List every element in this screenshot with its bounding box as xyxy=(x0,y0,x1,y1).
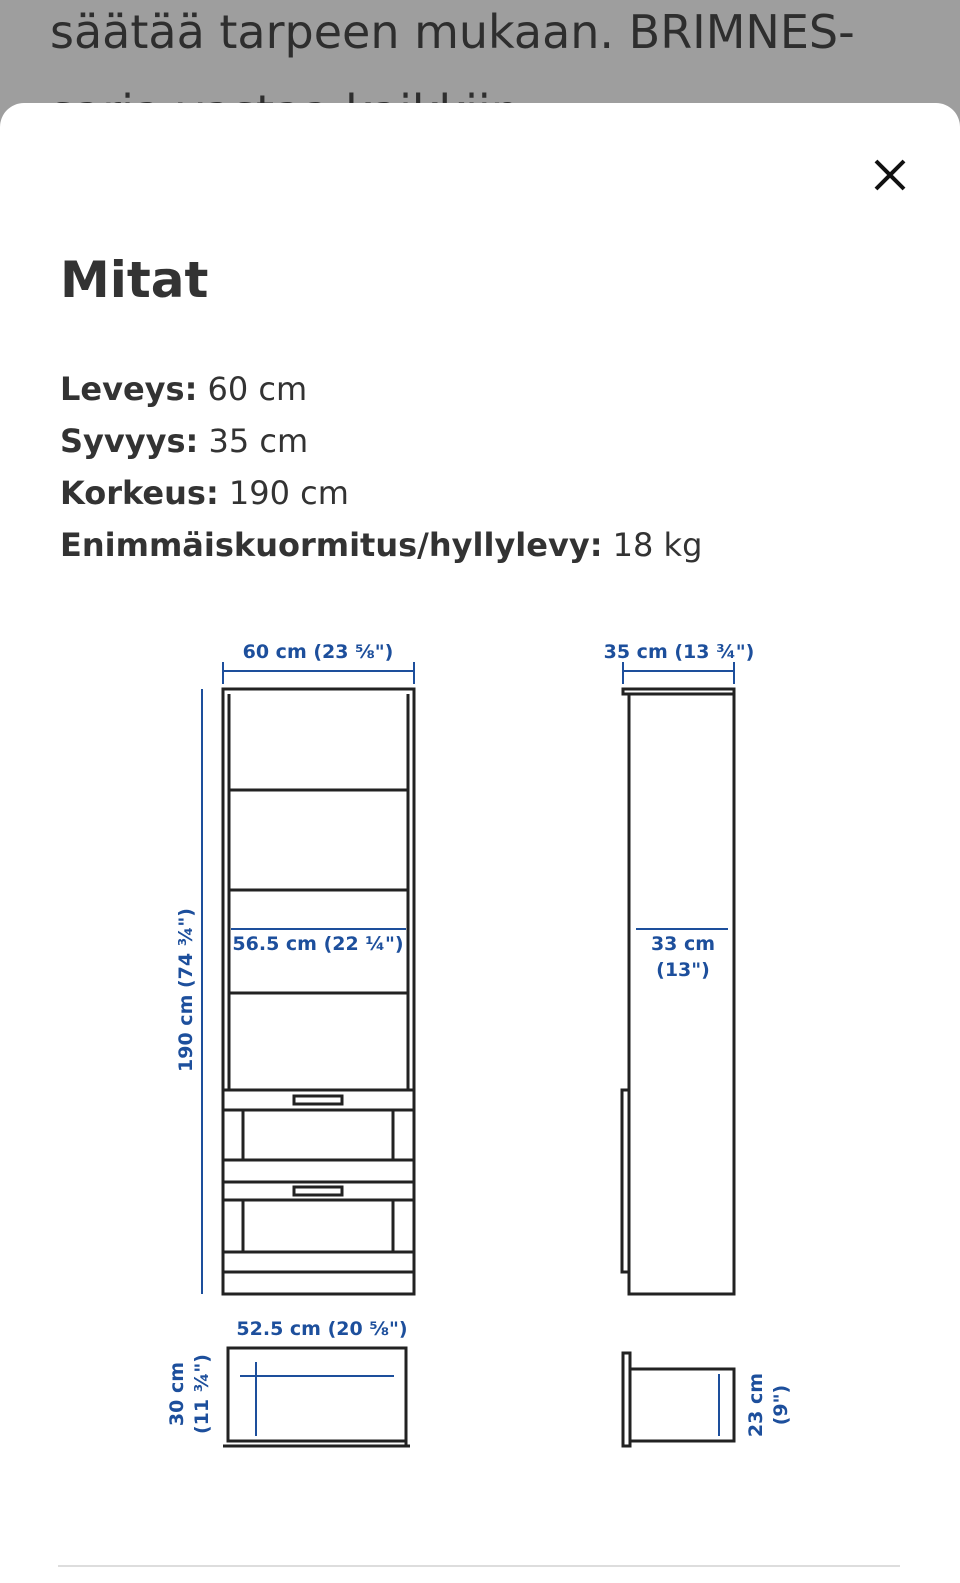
drawer-side-view xyxy=(623,1353,734,1446)
divider xyxy=(58,1565,900,1567)
inner-width-label: 56.5 cm (22 ¼") xyxy=(232,933,404,955)
drawer-width-label: 52.5 cm (20 ⅝") xyxy=(236,1318,408,1340)
close-button[interactable] xyxy=(866,151,914,199)
spec-max-load: Enimmäiskuormitus/hyllylevy: 18 kg xyxy=(60,526,703,564)
inner-depth-inch-label: (13") xyxy=(656,959,710,981)
spec-depth: Syvyys: 35 cm xyxy=(60,422,309,460)
side-view xyxy=(622,689,734,1294)
front-view xyxy=(223,689,414,1294)
spec-width: Leveys: 60 cm xyxy=(60,370,308,408)
drawer-height-label: 23 cm xyxy=(745,1372,767,1438)
dimension-drawing xyxy=(0,623,960,1473)
drawer-height-inch-label: (9") xyxy=(770,1384,792,1426)
inner-depth-label: 33 cm xyxy=(650,933,716,955)
spec-height: Korkeus: 190 cm xyxy=(60,474,349,512)
modal-title: Mitat xyxy=(60,251,209,309)
drawer-depth-inch-label: (11 ¾") xyxy=(191,1354,213,1434)
width-label: 60 cm (23 ⅝") xyxy=(242,641,394,663)
spec-list xyxy=(60,363,702,571)
height-label: 190 cm (74 ¾") xyxy=(175,908,197,1072)
drawer-top-view xyxy=(223,1348,410,1446)
dimensions-modal xyxy=(0,103,960,1583)
depth-label: 35 cm (13 ¾") xyxy=(603,641,755,663)
background-text-line-1: säätää tarpeen mukaan. BRIMNES- xyxy=(50,5,855,59)
close-icon xyxy=(866,151,914,199)
drawer-depth-label: 30 cm xyxy=(166,1361,188,1427)
